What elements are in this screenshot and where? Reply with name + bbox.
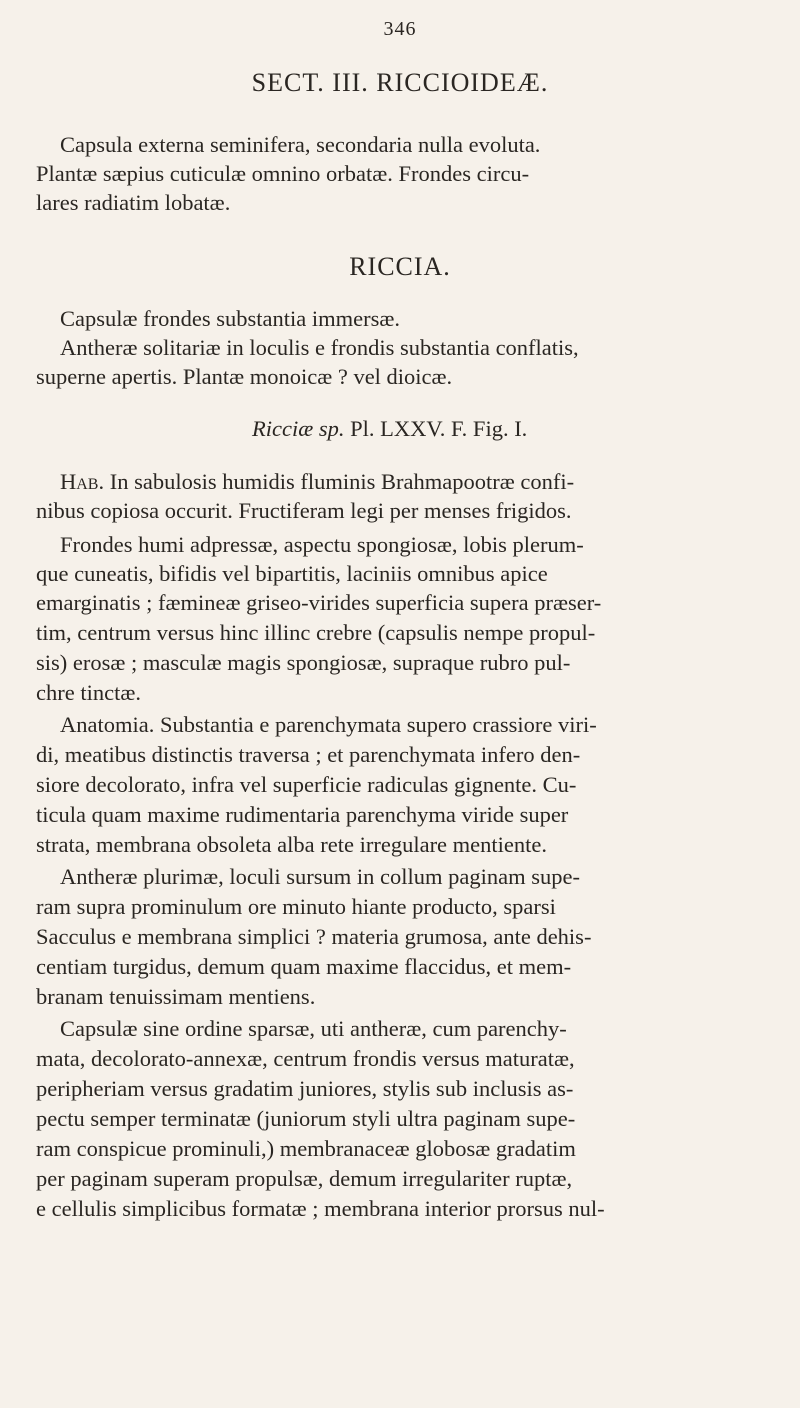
- body-line: ticula quam maxime rudimentaria parenchyma viride super: [36, 802, 569, 827]
- habitat-line: nibus copiosa occurit. Fructiferam legi per menses frigidos.: [36, 498, 572, 523]
- body-line: pectu semper terminatæ (juniorum styli ultra paginam supe-: [36, 1106, 576, 1131]
- page-number: 346: [383, 18, 417, 40]
- body-line: peripheriam versus gradatim juniores, stylis sub inclusis as-: [36, 1076, 574, 1101]
- body-line: branam tenuissimam mentiens.: [36, 984, 316, 1009]
- intro-line: lares radiatim lobatæ.: [36, 190, 231, 215]
- body-line: ram conspicue prominuli,) membranaceæ globosæ gradatim: [36, 1136, 576, 1161]
- body-line: Antheræ plurimæ, loculi sursum in collum paginam supe-: [60, 864, 580, 889]
- body-line: per paginam superam propulsæ, demum irregulariter ruptæ,: [36, 1166, 573, 1191]
- intro-line: Capsula externa seminifera, secondaria nulla evoluta.: [60, 132, 541, 157]
- plate-reference: Pl. LXXV. F. Fig. I.: [344, 416, 528, 441]
- body-line: strata, membrana obsoleta alba rete irregulare mentiente.: [36, 832, 548, 857]
- habitat-label: Hab.: [60, 469, 105, 494]
- genus-desc-line: superne apertis. Plantæ monoicæ ? vel dioicæ.: [36, 364, 453, 389]
- body-line: mata, decolorato-annexæ, centrum frondis versus maturatæ,: [36, 1046, 575, 1071]
- body-line: centiam turgidus, demum quam maxime flaccidus, et mem-: [36, 954, 572, 979]
- intro-line: Plantæ sæpius cuticulæ omnino orbatæ. Frondes circu-: [36, 161, 530, 186]
- body-line: siore decolorato, infra vel superficie radiculas gignente. Cu-: [36, 772, 577, 797]
- species-heading: [0, 414, 800, 444]
- body-line: sis) erosæ ; masculæ magis spongiosæ, supraque rubro pul-: [36, 650, 571, 675]
- body-line: que cuneatis, bifidis vel bipartitis, laciniis omnibus apice: [36, 561, 548, 586]
- body-line: e cellulis simplicibus formatæ ; membrana interior prorsus nul-: [36, 1196, 605, 1221]
- body-line: Anatomia. Substantia e parenchymata supero crassiore viri-: [60, 712, 597, 737]
- body-line: Frondes humi adpressæ, aspectu spongiosæ, lobis plerum-: [60, 532, 584, 557]
- body-line: emarginatis ; fæmineæ griseo-virides superficia supera præser-: [36, 590, 602, 615]
- section-title: SECT. III. RICCIOIDEÆ.: [251, 68, 549, 97]
- body-line: chre tinctæ.: [36, 680, 141, 705]
- body-line: di, meatibus distinctis traversa ; et parenchymata infero den-: [36, 742, 581, 767]
- habitat-line: [0, 467, 800, 497]
- genus-desc-line: Capsulæ frondes substantia immersæ.: [60, 306, 400, 331]
- genus-desc-line: Antheræ solitariæ in loculis e frondis substantia conflatis,: [60, 335, 579, 360]
- species-name: Ricciæ sp.: [252, 416, 345, 441]
- habitat-text: In sabulosis humidis fluminis Brahmapootræ confi-: [104, 469, 575, 494]
- body-line: tim, centrum versus hinc illinc crebre (capsulis nempe propul-: [36, 620, 596, 645]
- genus-title: RICCIA.: [349, 252, 451, 281]
- body-line: ram supra prominulum ore minuto hiante producto, sparsi: [36, 894, 556, 919]
- body-line: Capsulæ sine ordine sparsæ, uti antheræ, cum parenchy-: [60, 1016, 567, 1041]
- body-line: Sacculus e membrana simplici ? materia grumosa, ante dehis-: [36, 924, 592, 949]
